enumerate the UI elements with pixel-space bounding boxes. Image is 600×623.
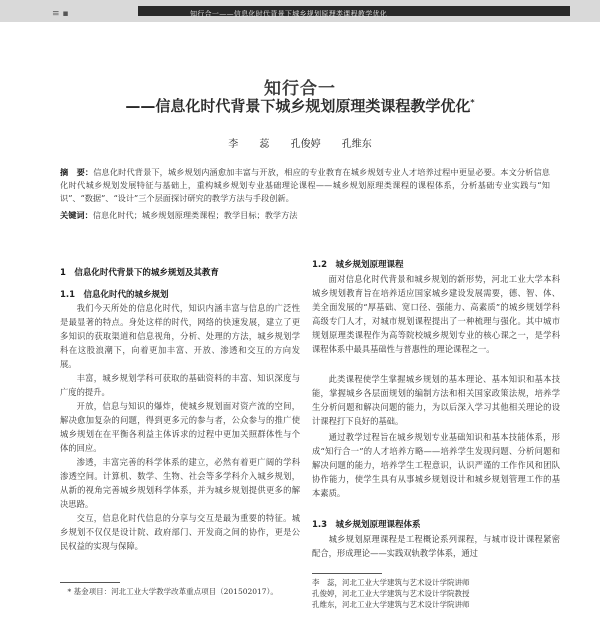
subsection-heading-1-2: 1.2 城乡规划原理课程: [312, 260, 404, 270]
author-note: 孔俊婷，河北工业大学建筑与艺术设计学院教授: [312, 589, 470, 598]
section-heading-1: 1 信息化时代背景下的城乡规划及其教育: [60, 268, 219, 278]
author-list: 李 蕊 孔俊婷 孔维东: [228, 139, 372, 150]
paragraph: 渗透，丰富完善的科学体系的建立，必然有着更广阔的学科渗透空间。计算机、数学、生物、社会等多学科介入城乡规划，从新的视角完善城乡规划科学体系，并为城乡规划提供更多的解决思路。: [60, 457, 300, 509]
paragraph: 交互，信息化时代信息的分享与交互是最为重要的特征。城乡规划不仅仅是设计院、政府部门、开发商之间的协作，更是公民权益的实现与保障。: [60, 513, 300, 551]
running-header: [0, 0, 600, 22]
subsection-heading-1-1: 1.1 信息化时代的城乡规划: [60, 290, 169, 300]
running-title: 知行合一——信息化时代背景下城乡规划原理类课程教学优化: [190, 10, 388, 18]
author-note: 孔维东，河北工业大学建筑与艺术设计学院讲师: [312, 600, 470, 609]
paragraph: 面对信息化时代背景和城乡规划的新形势，河北工业大学本科城乡规划教育旨在培养适应国家城乡建设发展需要，德、智、体、美全面发展的“厚基础、宽口径、强能力、高素质”的城乡规划学科高级专门人才，对城市规划课程提出了一种梳理与强化。其中城市规划原理类课程作为高等院校城乡规划专业的核心课之一，是学科课程体系中最具基础性与普惠性的理论课程之一。: [312, 274, 560, 354]
paper-subtitle-text: ——信息化时代背景下城乡规划原理类课程教学优化: [125, 97, 471, 115]
paragraph: 开放，信息与知识的爆炸，使城乡规划面对资产流的空间，解决愈加复杂的问题，得到更多元的参与者，公众参与的推广使城乡规划在在平衡各利益主体诉求的过程中更加关照群体性与个体的回应。: [60, 401, 300, 453]
header-marks: ≡ ▪: [52, 9, 69, 19]
paragraph: 我们今天所处的信息化时代，知识内涵丰富与信息的广泛性是最显著的特点。身处这样的时代，网络的快速发展，建立了更多知识的获取渠道和信息视角，分析、处理的方法，城乡规划学科在这股浪潮下，向着更加丰富、开放、渗透和交互的方向发展。: [60, 303, 300, 369]
paragraph: 通过教学过程旨在城乡规划专业基础知识和基本技能体系，形成“知行合一”的人才培养方略——培养学生发现问题、分析问题和解决问题的能力，培养学生工程意识，认识严谨的工作作风和团队协作能力，使学生具有从事城乡规划设计和城乡规划管理工作的基本素质。: [312, 432, 560, 498]
subsection-heading-1-3: 1.3 城乡规划原理课程体系: [312, 520, 421, 530]
paragraph: 丰富，城乡规划学科可获取的基础资料的丰富、知识深度与广度的提升。: [60, 373, 300, 397]
keywords-text: 信息化时代；城乡规划原理类课程；教学目标；教学方法: [92, 210, 298, 220]
author-notes: [312, 577, 562, 610]
paragraph: 城乡规划原理课程是工程概论系列课程，与城市设计课程紧密配合，形成理论——实践双轨教学体系，通过: [312, 534, 560, 558]
paragraph: 此类课程使学生掌握城乡规划的基本理论、基本知识和基本技能，掌握城乡各层面规划的编制方法和相关国家政策法规，培养学生分析问题和解决问题的能力，为以后深入学习其他相关理论的设计课程打下良好的基础。: [312, 374, 560, 426]
author-notes-rule: [312, 573, 382, 574]
author-note: 李 蕊，河北工业大学建筑与艺术设计学院讲师: [312, 578, 470, 587]
paper-subtitle: [0, 95, 600, 116]
keywords: [60, 210, 550, 221]
abstract: [60, 166, 550, 205]
abstract-label: 摘 要：: [60, 167, 94, 177]
title-footnote-mark: *: [470, 98, 475, 107]
footnote-rule: [60, 582, 120, 583]
paper-title: 知行合一: [264, 79, 336, 99]
keywords-label: 关键词：: [60, 210, 93, 220]
footnote: * 基金项目：河北工业大学教学改革重点项目（201502017）。: [67, 587, 278, 596]
abstract-text: 信息化时代背景下，城乡规划内涵愈加丰富与开放，相应的专业教育在城乡规划专业人才培养过程中更显必要。本文分析信息化时代城乡规划发展特征与基础上，重构城乡规划专业基础理论课程——城乡规划原理类课程的课程体系，分析基础专业实践与“知识”、“数据”、“设计”三个层面探讨研究的教学方法与手段创新。: [60, 167, 550, 203]
